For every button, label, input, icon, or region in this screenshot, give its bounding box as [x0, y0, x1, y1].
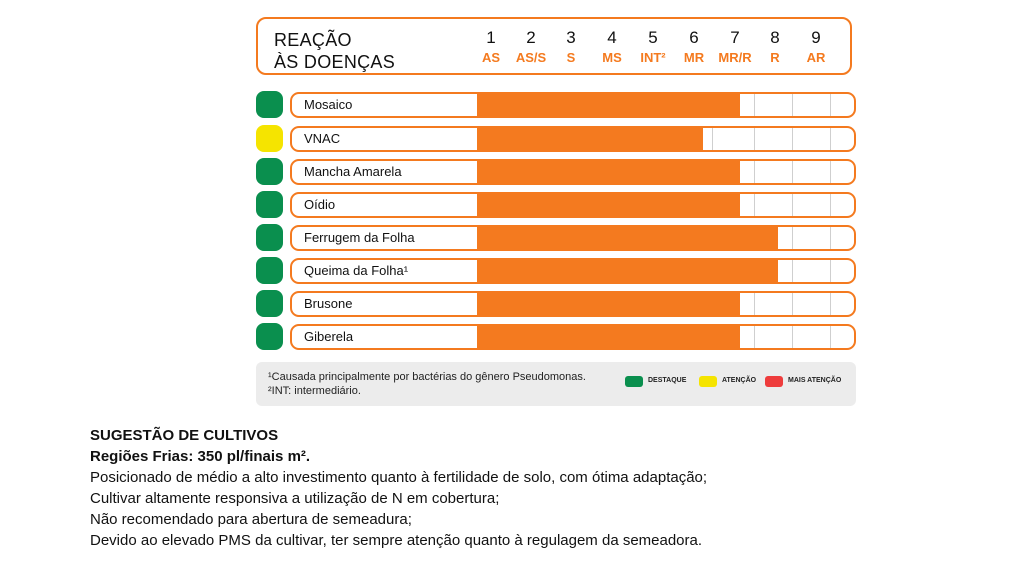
- grid-line: [830, 128, 831, 150]
- scale-number: 3: [566, 28, 576, 47]
- grid-line: [754, 194, 755, 216]
- suggestions-section: [90, 425, 990, 551]
- footnote-box: [256, 362, 856, 406]
- reaction-bar: [477, 293, 740, 315]
- disease-row: [256, 192, 856, 218]
- suggestion-line-3: Não recomendado para abertura de semeadura;: [90, 511, 412, 528]
- disease-label: Giberela: [304, 329, 354, 344]
- scale-header: [256, 17, 852, 75]
- scale-number: 9: [811, 28, 821, 47]
- scale-level-2: [509, 27, 553, 67]
- reaction-bar: [477, 227, 778, 249]
- scale-level-4: [590, 27, 634, 67]
- grid-line: [830, 227, 831, 249]
- suggestions-heading: SUGESTÃO DE CULTIVOS: [90, 427, 279, 444]
- grid-line: [754, 293, 755, 315]
- grid-line: [754, 94, 755, 116]
- suggestion-line-4: Devido ao elevado PMS da cultivar, ter sempre atenção quanto à regulagem da semeadora.: [90, 532, 703, 549]
- status-indicator: [256, 125, 283, 152]
- scale-code: S: [566, 50, 576, 65]
- disease-label: VNAC: [304, 131, 341, 146]
- reaction-bar-track: [290, 159, 856, 185]
- disease-row: [256, 92, 856, 118]
- reaction-bar-track: [290, 126, 856, 152]
- scale-code: MS: [602, 50, 622, 65]
- reaction-bar: [477, 260, 778, 282]
- grid-line: [712, 128, 713, 150]
- grid-line: [830, 194, 831, 216]
- status-indicator: [256, 290, 283, 317]
- suggestion-line-2: Cultivar altamente responsiva a utilização de N em cobertura;: [90, 490, 500, 507]
- disease-row: [256, 225, 856, 251]
- grid-line: [792, 227, 793, 249]
- scale-number: 1: [486, 28, 496, 47]
- disease-label: Ferrugem da Folha: [304, 230, 415, 245]
- suggestion-line-1: Posicionado de médio a alto investimento quanto à fertilidade de solo, com ótima adaptação;: [90, 469, 708, 486]
- footnote-1: ¹Causada principalmente por bactérias do gênero Pseudomonas.: [268, 371, 586, 383]
- scale-level-5: [631, 27, 675, 67]
- disease-row: [256, 126, 856, 152]
- grid-line: [754, 161, 755, 183]
- scale-code: MR: [683, 50, 705, 65]
- disease-label: Mosaico: [304, 97, 353, 112]
- status-indicator: [256, 91, 283, 118]
- status-indicator: [256, 224, 283, 251]
- grid-line: [830, 326, 831, 348]
- legend-label: MAIS ATENÇÃO: [788, 377, 842, 384]
- reaction-bar-track: [290, 324, 856, 350]
- grid-line: [792, 94, 793, 116]
- scale-number: 4: [607, 28, 617, 47]
- disease-row: [256, 324, 856, 350]
- suggestions-subheading: Regiões Frias: 350 pl/finais m².: [90, 448, 311, 465]
- reaction-bar-track: [290, 225, 856, 251]
- grid-line: [830, 293, 831, 315]
- status-indicator: [256, 257, 283, 284]
- scale-number: 8: [770, 28, 780, 47]
- status-indicator: [256, 191, 283, 218]
- grid-line: [792, 260, 793, 282]
- chart-title: [274, 29, 395, 73]
- reaction-bar-track: [290, 92, 856, 118]
- scale-level-7: [713, 27, 757, 67]
- legend-swatch: [625, 376, 643, 387]
- status-indicator: [256, 323, 283, 350]
- scale-number: 2: [526, 28, 536, 47]
- disease-row: [256, 159, 856, 185]
- reaction-bar-track: [290, 258, 856, 284]
- grid-line: [792, 326, 793, 348]
- reaction-bar: [477, 161, 740, 183]
- scale-number: 6: [689, 28, 699, 47]
- scale-level-1: [469, 27, 513, 67]
- scale-level-9: [794, 27, 838, 67]
- reaction-bar-track: [290, 291, 856, 317]
- reaction-bar: [477, 94, 740, 116]
- scale-level-3: [549, 27, 593, 67]
- reaction-bar: [477, 194, 740, 216]
- disease-label: Queima da Folha¹: [304, 263, 409, 278]
- grid-line: [754, 326, 755, 348]
- legend-swatch: [699, 376, 717, 387]
- legend-swatch: [765, 376, 783, 387]
- legend-label: DESTAQUE: [648, 377, 687, 384]
- status-indicator: [256, 158, 283, 185]
- scale-code: MR/R: [718, 50, 752, 65]
- grid-line: [792, 128, 793, 150]
- footnote-2: ²INT: intermediário.: [268, 385, 361, 397]
- grid-line: [792, 293, 793, 315]
- scale-code: INT²: [640, 50, 666, 65]
- disease-row: [256, 291, 856, 317]
- scale-code: R: [770, 50, 780, 65]
- grid-line: [830, 161, 831, 183]
- grid-line: [754, 128, 755, 150]
- disease-label: Brusone: [304, 296, 353, 311]
- disease-label: Oídio: [304, 197, 336, 212]
- disease-label: Mancha Amarela: [304, 164, 402, 179]
- scale-number: 7: [730, 28, 740, 47]
- scale-code: AR: [806, 50, 826, 65]
- scale-number: 5: [648, 28, 658, 47]
- scale-level-8: [753, 27, 797, 67]
- chart-title-line2: ÀS DOENÇAS: [274, 52, 396, 72]
- grid-line: [830, 94, 831, 116]
- legend-label: ATENÇÃO: [722, 377, 757, 384]
- chart-title-line1: REAÇÃO: [274, 30, 352, 50]
- reaction-bar: [477, 326, 740, 348]
- grid-line: [792, 161, 793, 183]
- reaction-bar-track: [290, 192, 856, 218]
- grid-line: [792, 194, 793, 216]
- scale-code: AS/S: [515, 50, 547, 65]
- reaction-bar: [477, 128, 703, 150]
- scale-code: AS: [481, 50, 501, 65]
- grid-line: [830, 260, 831, 282]
- disease-row: [256, 258, 856, 284]
- scale-level-6: [672, 27, 716, 67]
